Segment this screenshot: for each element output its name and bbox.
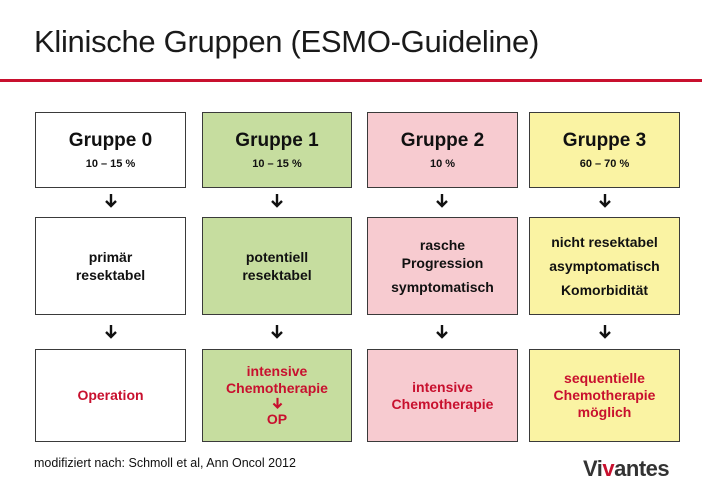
arrow-down-icon	[597, 193, 613, 209]
therapy-line: Chemotherapie	[391, 395, 494, 412]
group-1-name: Gruppe 1	[235, 130, 319, 151]
group-2-characteristics	[367, 217, 518, 315]
group-2-name: Gruppe 2	[400, 130, 485, 151]
arrow-down-icon	[269, 193, 285, 209]
group-0-characteristics	[35, 217, 186, 315]
characteristic-line: resektabel	[75, 267, 146, 283]
therapy-line: OP	[266, 411, 288, 427]
therapy-line: Chemotherapie	[553, 387, 656, 403]
group-0-name: Gruppe 0	[68, 130, 153, 151]
characteristic-line: rasche	[419, 237, 466, 253]
arrow-down-icon	[434, 324, 450, 340]
characteristic-line: Progression	[401, 255, 484, 271]
therapy-line: intensive	[246, 363, 308, 379]
group-1-header	[202, 112, 352, 188]
characteristic-line: symptomatisch	[391, 279, 494, 295]
group-2-percent: 10 %	[429, 158, 456, 170]
therapy-line: intensive	[412, 378, 473, 395]
group-1-characteristics	[202, 217, 352, 315]
arrow-down-icon	[271, 397, 284, 411]
title-divider	[0, 79, 702, 82]
therapy-line: möglich	[577, 404, 632, 420]
group-0-percent: 10 – 15 %	[85, 158, 136, 170]
characteristic-line: nicht resektabel	[551, 234, 658, 250]
group-3-therapy	[529, 349, 680, 442]
group-3-percent: 60 – 70 %	[579, 158, 630, 170]
arrow-down-icon	[103, 324, 119, 340]
group-2-therapy	[367, 349, 518, 442]
therapy-line: Chemotherapie	[226, 380, 328, 396]
group-3-characteristics	[529, 217, 680, 315]
therapy-line: sequentielle	[564, 370, 645, 386]
group-1-therapy	[202, 349, 352, 442]
group-1-percent: 10 – 15 %	[252, 158, 302, 170]
group-2-header	[367, 112, 518, 188]
characteristic-line: asymptomatisch	[549, 258, 660, 274]
arrow-down-icon	[103, 193, 119, 209]
arrow-down-icon	[434, 193, 450, 209]
arrow-down-icon	[269, 324, 285, 340]
characteristic-line: primär	[88, 249, 133, 265]
characteristic-line: Komorbidität	[560, 282, 649, 298]
source-citation: modifiziert nach: Schmoll et al, Ann Oncol 2012	[34, 456, 296, 470]
group-0-header	[35, 112, 186, 188]
characteristic-line: resektabel	[242, 267, 312, 283]
group-0-therapy	[35, 349, 186, 442]
group-3-header	[529, 112, 680, 188]
page-title: Klinische Gruppen (ESMO-Guideline)	[34, 24, 539, 59]
arrow-down-icon	[597, 324, 613, 340]
therapy-line: Operation	[77, 387, 144, 403]
vivantes-logo: Vivantes	[583, 456, 670, 481]
group-3-name: Gruppe 3	[562, 130, 647, 151]
characteristic-line: potentiell	[245, 249, 309, 265]
